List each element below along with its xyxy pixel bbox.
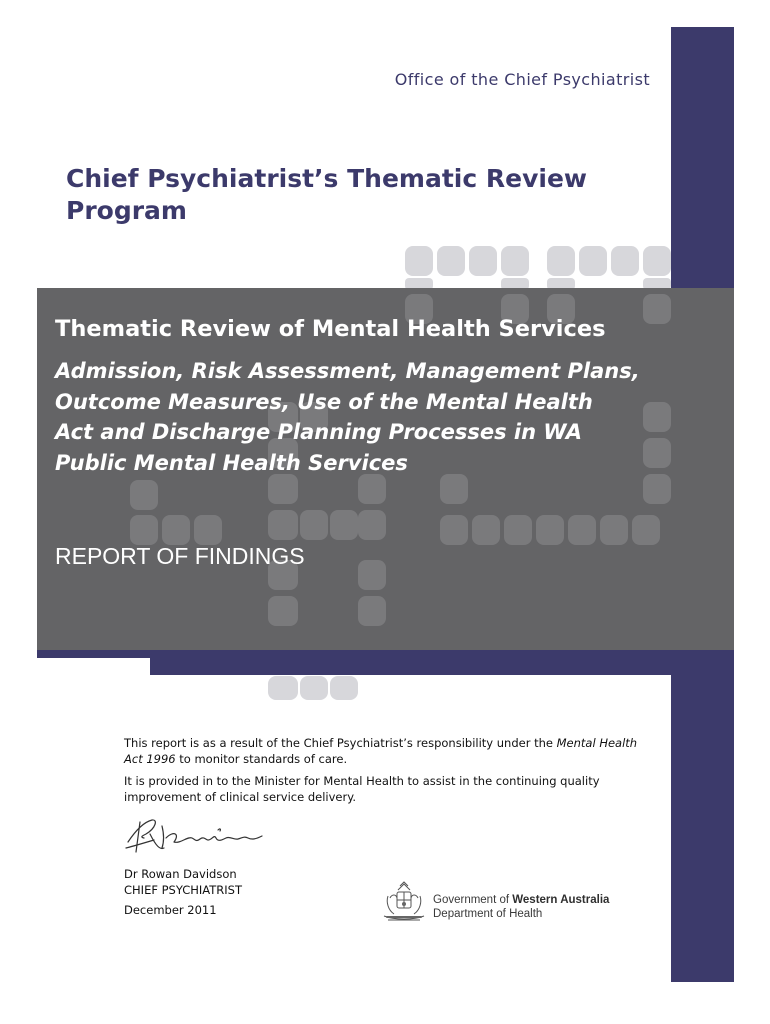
band-content bbox=[55, 314, 675, 478]
signer-name: Dr Rowan Davidson bbox=[124, 867, 237, 881]
intro-text-end: to monitor standards of care. bbox=[175, 751, 348, 766]
signature-image bbox=[122, 812, 272, 857]
review-title: Thematic Review of Mental Health Services bbox=[55, 316, 606, 342]
program-title: Chief Psychiatrist’s Thematic Review Program bbox=[66, 164, 588, 225]
subtitle-line: Act and Discharge Planning Processes in WA bbox=[55, 420, 583, 444]
intro-text-start: This report is as a result of the Chief Psychiatrist’s responsibility under the bbox=[124, 736, 557, 750]
subtitle-line: Admission, Risk Assessment, Management Plans, bbox=[55, 359, 640, 383]
intro-paragraph-1 bbox=[124, 736, 654, 767]
department-line: Department of Health bbox=[433, 908, 543, 920]
report-intro bbox=[124, 736, 654, 812]
subtitle-line: Public Mental Health Services bbox=[55, 450, 408, 475]
signer-block bbox=[124, 866, 242, 898]
office-heading: Office of the Chief Psychiatrist bbox=[394, 70, 650, 89]
act-name: Mental Health Act 1996 bbox=[124, 736, 638, 766]
report-date: December 2011 bbox=[124, 903, 217, 917]
review-subtitle bbox=[55, 356, 675, 478]
subtitle-line: Outcome Measures, Use of the Mental Health bbox=[55, 389, 593, 414]
government-prefix: Government of bbox=[433, 894, 513, 906]
government-state: Western Australia bbox=[512, 894, 610, 906]
report-label: REPORT OF FINDINGS bbox=[55, 543, 305, 569]
government-line bbox=[433, 893, 609, 907]
signer-title: CHIEF PSYCHIATRIST bbox=[124, 883, 243, 897]
intro-paragraph-2: It is provided in to the Minister for Mental Health to assist in the continuing quality improvement of clinical service delivery. bbox=[124, 774, 600, 804]
government-logo-text bbox=[433, 893, 609, 921]
wa-coat-of-arms-icon bbox=[380, 880, 428, 926]
